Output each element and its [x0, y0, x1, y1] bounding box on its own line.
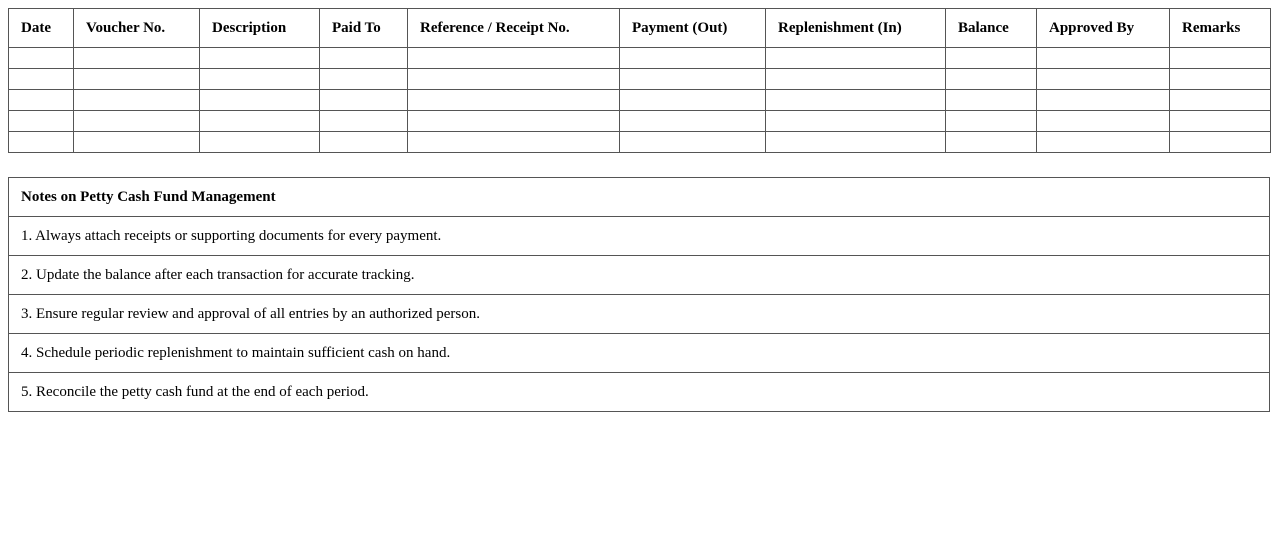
column-header-approved-by: Approved By [1037, 9, 1170, 48]
note-item: 4. Schedule periodic replenishment to maintain sufficient cash on hand. [9, 334, 1270, 373]
cell-balance[interactable] [946, 90, 1037, 111]
cell-voucher-no[interactable] [74, 111, 200, 132]
note-row [9, 373, 1270, 412]
cell-date[interactable] [9, 132, 74, 153]
note-item: 2. Update the balance after each transaction for accurate tracking. [9, 256, 1270, 295]
cell-approved-by[interactable] [1037, 48, 1170, 69]
cell-description[interactable] [200, 69, 320, 90]
cell-voucher-no[interactable] [74, 132, 200, 153]
cell-date[interactable] [9, 48, 74, 69]
table-row [9, 90, 1271, 111]
table-row [9, 69, 1271, 90]
cell-voucher-no[interactable] [74, 48, 200, 69]
notes-table [8, 177, 1270, 412]
note-row [9, 256, 1270, 295]
cell-paid-to[interactable] [320, 69, 408, 90]
cell-date[interactable] [9, 111, 74, 132]
cell-reference[interactable] [408, 111, 620, 132]
cell-paid-to[interactable] [320, 132, 408, 153]
cell-remarks[interactable] [1170, 90, 1271, 111]
cell-approved-by[interactable] [1037, 90, 1170, 111]
table-row [9, 48, 1271, 69]
cell-reference[interactable] [408, 48, 620, 69]
column-header-payment-out: Payment (Out) [620, 9, 766, 48]
table-row [9, 132, 1271, 153]
cell-replenishment-in[interactable] [766, 90, 946, 111]
column-header-remarks: Remarks [1170, 9, 1271, 48]
cell-description[interactable] [200, 132, 320, 153]
note-row [9, 334, 1270, 373]
cell-balance[interactable] [946, 132, 1037, 153]
cell-replenishment-in[interactable] [766, 132, 946, 153]
column-header-paid-to: Paid To [320, 9, 408, 48]
cell-replenishment-in[interactable] [766, 48, 946, 69]
cell-remarks[interactable] [1170, 48, 1271, 69]
ledger-header-row [9, 9, 1271, 48]
cell-replenishment-in[interactable] [766, 69, 946, 90]
table-row [9, 111, 1271, 132]
cell-date[interactable] [9, 69, 74, 90]
cell-reference[interactable] [408, 69, 620, 90]
note-item: 1. Always attach receipts or supporting documents for every payment. [9, 217, 1270, 256]
notes-title-row [9, 178, 1270, 217]
cell-payment-out[interactable] [620, 111, 766, 132]
column-header-reference-receipt-no: Reference / Receipt No. [408, 9, 620, 48]
note-row [9, 295, 1270, 334]
cell-approved-by[interactable] [1037, 69, 1170, 90]
cell-description[interactable] [200, 48, 320, 69]
cell-payment-out[interactable] [620, 90, 766, 111]
cell-approved-by[interactable] [1037, 132, 1170, 153]
cell-voucher-no[interactable] [74, 90, 200, 111]
cell-payment-out[interactable] [620, 132, 766, 153]
cell-paid-to[interactable] [320, 90, 408, 111]
column-header-description: Description [200, 9, 320, 48]
cell-remarks[interactable] [1170, 111, 1271, 132]
column-header-voucher-no: Voucher No. [74, 9, 200, 48]
cell-reference[interactable] [408, 90, 620, 111]
cell-description[interactable] [200, 111, 320, 132]
cell-balance[interactable] [946, 48, 1037, 69]
notes-title: Notes on Petty Cash Fund Management [9, 178, 1270, 217]
cell-payment-out[interactable] [620, 69, 766, 90]
cell-description[interactable] [200, 90, 320, 111]
note-item: 3. Ensure regular review and approval of all entries by an authorized person. [9, 295, 1270, 334]
cell-paid-to[interactable] [320, 48, 408, 69]
cell-voucher-no[interactable] [74, 69, 200, 90]
note-item: 5. Reconcile the petty cash fund at the end of each period. [9, 373, 1270, 412]
cell-date[interactable] [9, 90, 74, 111]
cell-balance[interactable] [946, 69, 1037, 90]
cell-replenishment-in[interactable] [766, 111, 946, 132]
cell-paid-to[interactable] [320, 111, 408, 132]
cell-approved-by[interactable] [1037, 111, 1170, 132]
cell-balance[interactable] [946, 111, 1037, 132]
cell-reference[interactable] [408, 132, 620, 153]
column-header-balance: Balance [946, 9, 1037, 48]
petty-cash-ledger-table [8, 8, 1271, 153]
cell-remarks[interactable] [1170, 132, 1271, 153]
note-row [9, 217, 1270, 256]
column-header-date: Date [9, 9, 74, 48]
column-header-replenishment-in: Replenishment (In) [766, 9, 946, 48]
cell-payment-out[interactable] [620, 48, 766, 69]
cell-remarks[interactable] [1170, 69, 1271, 90]
